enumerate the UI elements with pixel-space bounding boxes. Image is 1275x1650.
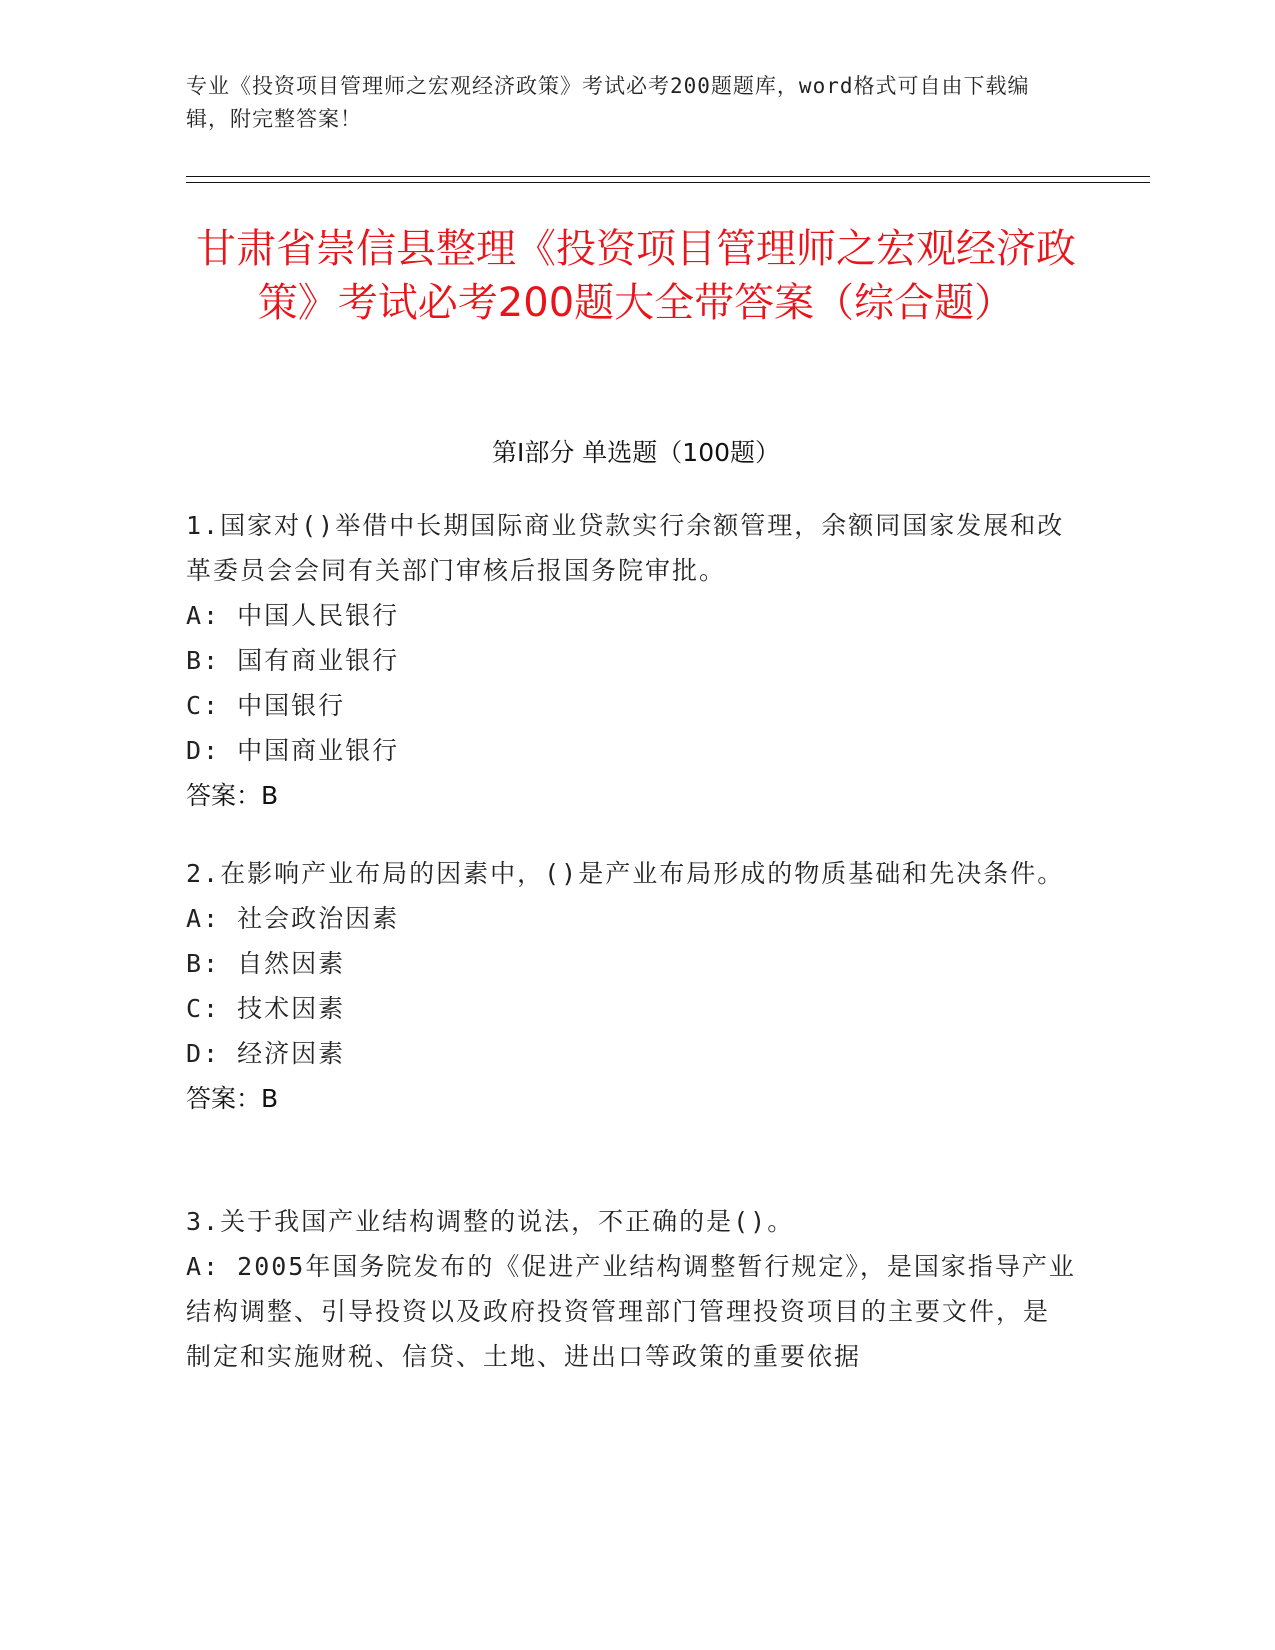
- question-2: [186, 851, 1076, 1121]
- header-note: 专业《投资项目管理师之宏观经济政策》考试必考200题题库，word格式可自由下载编辑，附完整答案！: [186, 74, 1030, 131]
- document-title: 甘肃省崇信县整理《投资项目管理师之宏观经济政策》考试必考200题大全带答案（综合题）: [196, 226, 1076, 326]
- option-a: A: 社会政治因素: [186, 904, 400, 933]
- question-stem: 3.关于我国产业结构调整的说法，不正确的是()。: [186, 1207, 795, 1236]
- question-stem: 2.在影响产业布局的因素中，()是产业布局形成的物质基础和先决条件。: [186, 859, 1065, 888]
- option-b: B: 自然因素: [186, 949, 346, 978]
- header-divider-top: [186, 176, 1150, 177]
- answer: 答案：B: [186, 781, 279, 810]
- answer: 答案：B: [186, 1084, 279, 1113]
- option-d: D: 经济因素: [186, 1039, 346, 1068]
- option-a: A: 2005年国务院发布的《促进产业结构调整暂行规定》，是国家指导产业结构调整、引导投资以及政府投资管理部门管理投资项目的主要文件，是制定和实施财税、信贷、土地、进出口等政策的重要依据: [186, 1252, 1076, 1371]
- question-1: [186, 503, 1076, 818]
- question-stem: 1.国家对()举借中长期国际商业贷款实行余额管理，余额同国家发展和改革委员会会同有关部门审核后报国务院审批。: [186, 511, 1065, 585]
- option-b: B: 国有商业银行: [186, 646, 400, 675]
- section-title: 第I部分 单选题（100题）: [491, 438, 781, 467]
- option-c: C: 中国银行: [186, 691, 346, 720]
- option-c: C: 技术因素: [186, 994, 346, 1023]
- header-divider-bottom: [186, 182, 1150, 183]
- option-d: D: 中国商业银行: [186, 736, 400, 765]
- question-3: [186, 1199, 1076, 1379]
- option-a: A: 中国人民银行: [186, 601, 400, 630]
